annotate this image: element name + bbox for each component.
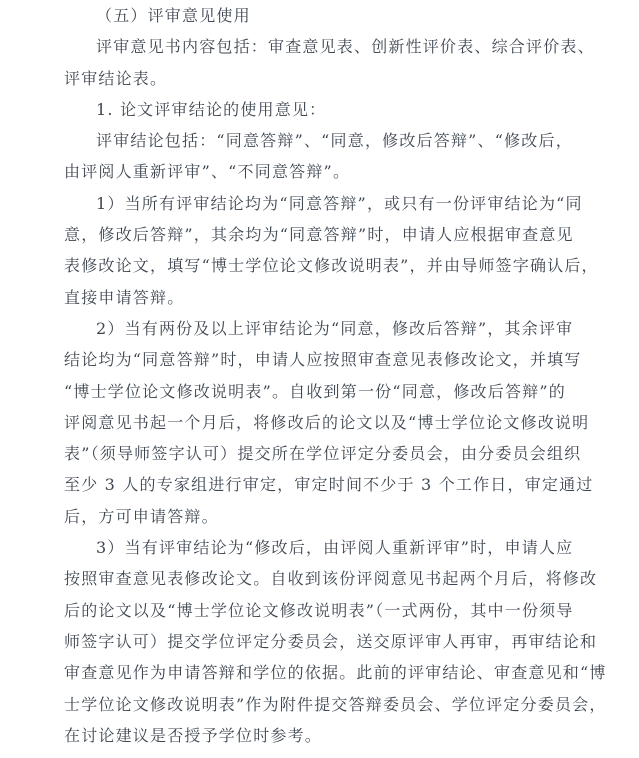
text-line: 按照审查意见表修改论文。自收到该份评阅意见书起两个月后，将修改 [64,569,598,589]
text-line: 评审结论包括：“同意答辩”、“同意，修改后答辩”、“修改后， [96,131,573,151]
text-line: 审查意见作为申请答辩和学位的依据。此前的评审结论、审查意见和“博 [64,663,607,683]
sub-item-1-line: 1）当所有评审结论均为“同意答辩”，或只有一份评审结论为“同 [96,193,583,213]
text-line: 评审意见书内容包括：审查意见表、创新性评价表、综合评价表、 [96,37,595,57]
text-line: 评阅意见书起一个月后，将修改后的论文以及“博士学位论文修改说明 [64,412,590,432]
text-line: 后的论文以及“博士学位论文修改说明表”（一式两份，其中一份须导 [64,600,574,620]
list-item-heading: 1. 论文评审结论的使用意见： [96,99,327,119]
text-line: 评审结论表。 [64,68,168,88]
text-line: 至少 3 人的专家组进行审定，审定时间不少于 3 个工作日，审定通过 [64,475,594,495]
text-line: “博士学位论文修改说明表”。自收到第一份“同意，修改后答辩”的 [64,381,566,401]
section-heading: （五）评审意见使用 [96,6,251,25]
text-line: 直接申请答辩。 [64,287,185,307]
text-line: 由评阅人重新评审”、“不同意答辩”。 [64,162,351,182]
sub-item-3-line: 3）当有评审结论为“修改后，由评阅人重新评审”时，申请人应 [96,538,574,558]
text-line: 师签字认可）提交学位评定分委员会，送交原评审人再审，再审结论和 [64,631,598,651]
text-line: 表”（须导师签字认可）提交所在学位评定分委员会，由分委员会组织 [64,444,582,464]
text-line: 结论均为“同意答辩”时，申请人应按照审查意见表修改论文，并填写 [64,350,582,370]
text-line: 士学位论文修改说明表”作为附件提交答辩委员会、学位评定分委员会， [64,694,607,714]
sub-item-2-line: 2）当有两份及以上评审结论为“同意，修改后答辩”，其余评审 [96,318,574,338]
text-line: 后，方可申请答辩。 [64,506,219,526]
text-line: 意，修改后答辩”，其余均为“同意答辩”时，申请人应根据审查意见 [64,225,574,245]
text-line: 在讨论建议是否授予学位时参考。 [64,725,323,745]
text-line: 表修改论文，填写“博士学位论文修改说明表”，并由导师签字确认后， [64,256,599,276]
